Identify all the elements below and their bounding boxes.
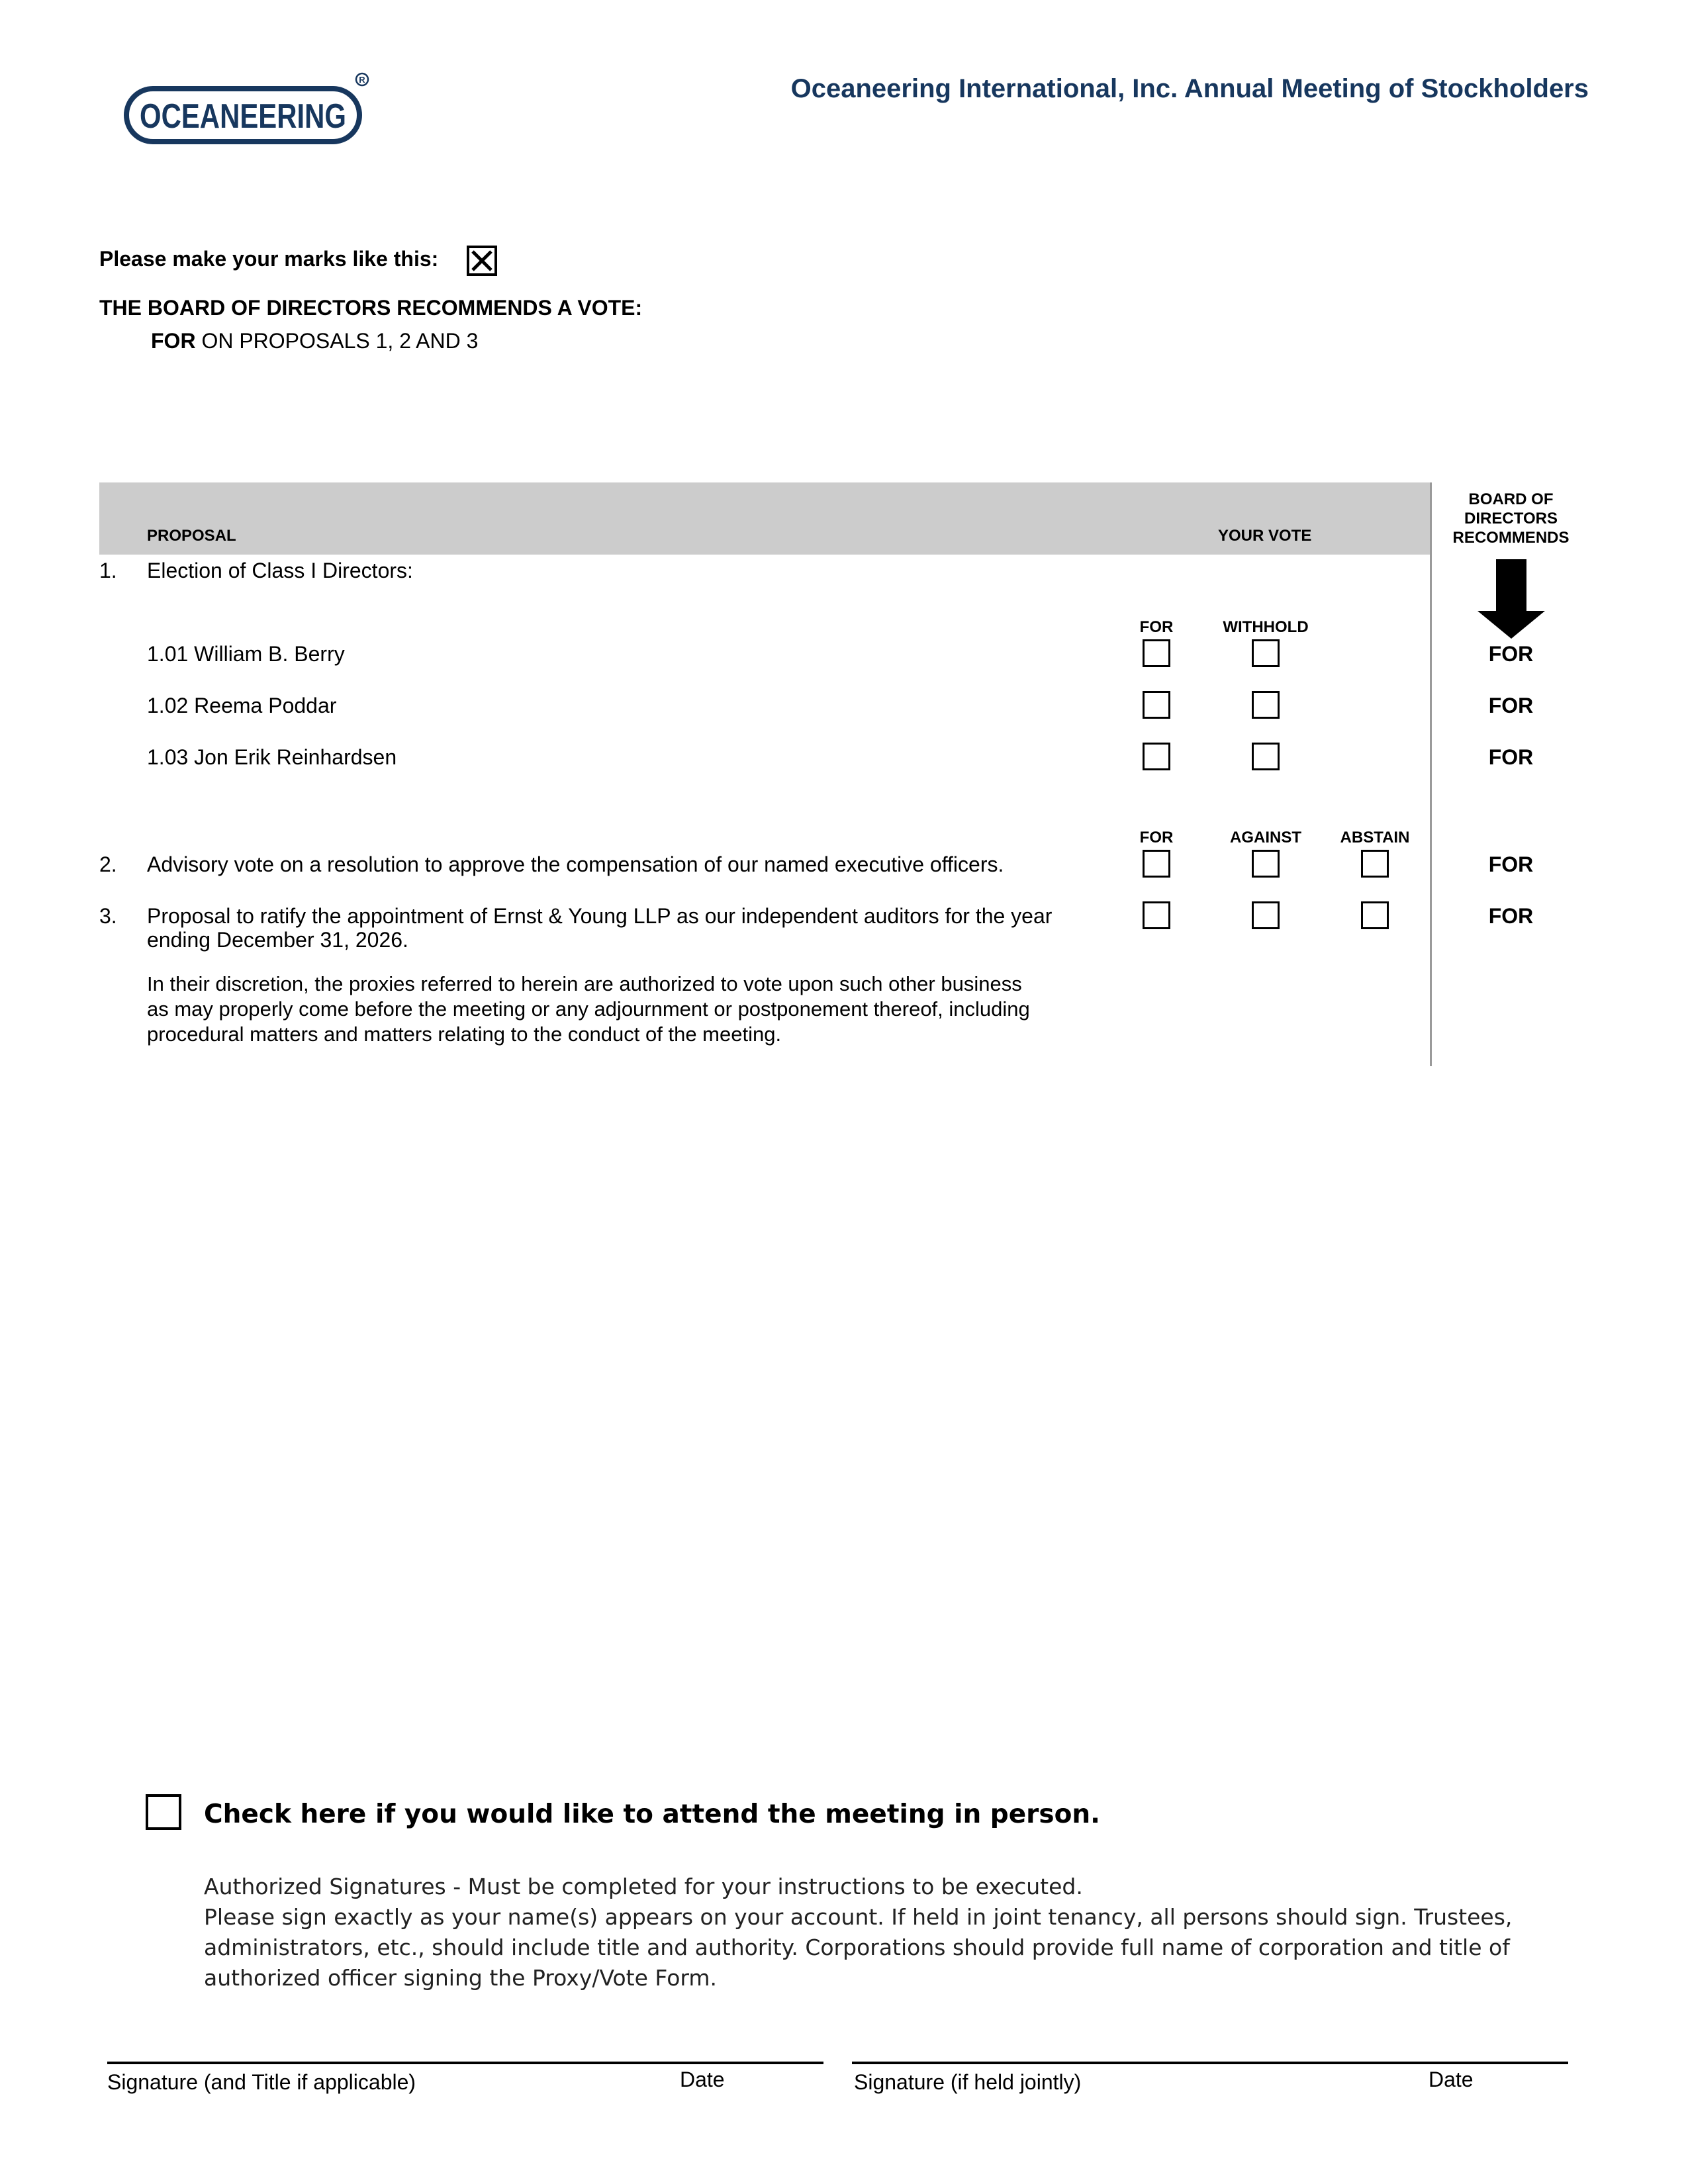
proposal-2-against-checkbox[interactable] [1252, 850, 1280, 878]
proposal-3-for-checkbox[interactable] [1143, 901, 1170, 929]
nominee-1-withhold-checkbox[interactable] [1252, 639, 1280, 667]
proposal-1-text: Election of Class I Directors: [147, 559, 413, 582]
proposal-3-abstain-checkbox[interactable] [1361, 901, 1389, 929]
vote-col-abstain: ABSTAIN [1340, 829, 1410, 846]
nominee-3-withhold-checkbox[interactable] [1252, 743, 1280, 770]
proposal-2-number: 2. [99, 852, 117, 876]
attend-in-person-checkbox[interactable] [146, 1794, 181, 1830]
proposal-column-header: PROPOSAL [147, 527, 236, 545]
oceaneering-logo [122, 71, 371, 146]
signature-1-line[interactable] [107, 2062, 823, 2064]
proposal-3-text-line1: Proposal to ratify the appointment of Ernst & Young LLP as our independent auditors for the year [147, 904, 1053, 928]
nominee-1-recommendation: FOR [1488, 642, 1534, 666]
nominee-3-label: 1.03 Jon Erik Reinhardsen [147, 745, 397, 769]
marks-instruction: Please make your marks like this: [99, 247, 439, 271]
nominee-3-recommendation: FOR [1488, 745, 1534, 769]
signature-2-line[interactable] [852, 2062, 1568, 2064]
nominee-2-withhold-checkbox[interactable] [1252, 691, 1280, 719]
your-vote-column-header: YOUR VOTE [1218, 527, 1312, 545]
signature-2-label: Signature (if held jointly) [854, 2070, 1082, 2094]
nominee-1-for-checkbox[interactable] [1143, 639, 1170, 667]
proposal-2-text: Advisory vote on a resolution to approve the compensation of our named executive officers. [147, 852, 1004, 876]
proposal-3-against-checkbox[interactable] [1252, 901, 1280, 929]
board-recommends-header: BOARD OF DIRECTORS RECOMMENDS [1452, 490, 1570, 547]
attend-in-person-label: Check here if you would like to attend the meeting in person. [204, 1799, 1100, 1829]
svg-text:R: R [359, 75, 365, 85]
board-recommendation-heading: THE BOARD OF DIRECTORS RECOMMENDS A VOTE: [99, 296, 643, 320]
proposal-2-abstain-checkbox[interactable] [1361, 850, 1389, 878]
date-2-label: Date [1429, 2068, 1474, 2091]
vote-col-for-2: FOR [1139, 829, 1174, 846]
nominee-2-label: 1.02 Reema Poddar [147, 694, 337, 717]
meeting-title: Oceaneering International, Inc. Annual Meeting of Stockholders [790, 74, 1589, 103]
nominee-3-for-checkbox[interactable] [1143, 743, 1170, 770]
proposal-2-recommendation: FOR [1488, 852, 1534, 876]
vote-col-for: FOR [1139, 618, 1174, 636]
proposal-3-number: 3. [99, 904, 117, 928]
nominee-2-recommendation: FOR [1488, 694, 1534, 717]
down-arrow-icon [1475, 559, 1548, 639]
board-recommendation-detail: FOR ON PROPOSALS 1, 2 AND 3 [151, 329, 479, 353]
nominee-1-label: 1.01 William B. Berry [147, 642, 345, 666]
example-checked-box [467, 246, 497, 276]
vote-col-withhold: WITHHOLD [1223, 618, 1309, 636]
x-mark-icon [469, 248, 494, 273]
proposal-1-number: 1. [99, 559, 117, 582]
logo-text: OCEANEERING [140, 97, 346, 136]
date-1-label: Date [680, 2068, 725, 2091]
signature-1-label: Signature (and Title if applicable) [107, 2070, 416, 2094]
proposal-3-text-line2: ending December 31, 2026. [147, 928, 408, 952]
authorization-instructions: Authorized Signatures - Must be completed for your instructions to be executed. Please sign exactly as your name(s) appears on your account. If held in joint tenancy, all persons should sign. Trustees, administrators, etc., should include title and authority. Corporations should provide full name of corporation and title of authorized officer signing the Proxy/Vote Form. [204, 1874, 1513, 1991]
nominee-2-for-checkbox[interactable] [1143, 691, 1170, 719]
proposal-3-recommendation: FOR [1488, 904, 1534, 928]
vote-col-against: AGAINST [1230, 829, 1301, 846]
recommendation-divider [1430, 482, 1432, 1066]
proposal-2-for-checkbox[interactable] [1143, 850, 1170, 878]
discretion-paragraph: In their discretion, the proxies referred to herein are authorized to vote upon such other business as may properly come before the meeting or any adjournment or postponement thereof, including procedural matters and matters relating to the conduct of the meeting. [147, 972, 1030, 1046]
